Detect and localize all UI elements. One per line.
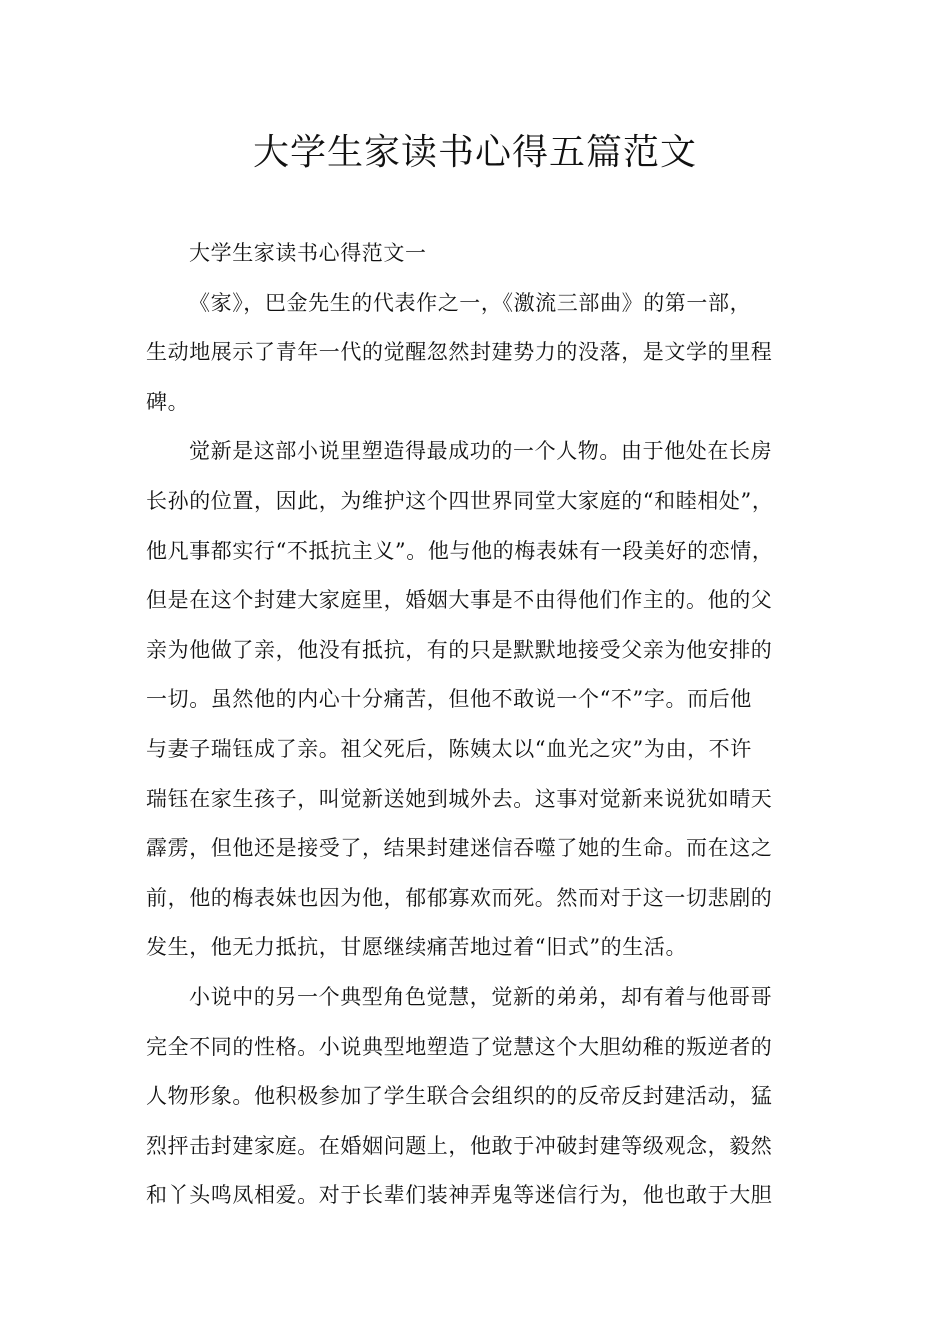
paragraph-line: 一切。虽然他的内心十分痛苦，但他不敢说一个“不”字。而后他 <box>146 687 752 712</box>
paragraph-line: 小说中的另一个典型角色觉慧，觉新的弟弟，却有着与他哥哥 <box>189 984 773 1009</box>
section-heading: 大学生家读书心得范文一 <box>189 241 427 265</box>
document-title: 大学生家读书心得五篇范文 <box>252 132 697 173</box>
paragraph-line: 但是在这个封建大家庭里，婚姻大事是不由得他们作主的。他的父 <box>146 588 773 613</box>
paragraph-line: 完全不同的性格。小说典型地塑造了觉慧这个大胆幼稚的叛逆者的 <box>146 1034 773 1059</box>
paragraph-line: 瑞钰在家生孩子，叫觉新送她到城外去。这事对觉新来说犹如晴天 <box>146 786 773 811</box>
paragraph-line: 觉新是这部小说里塑造得最成功的一个人物。由于他处在长房 <box>189 439 773 464</box>
paragraph-line: 与妻子瑞钰成了亲。祖父死后，陈姨太以“血光之灾”为由，不许 <box>146 736 752 761</box>
paragraph-line: 亲为他做了亲，他没有抵抗，有的只是默默地接受父亲为他安排的 <box>146 637 773 662</box>
paragraph-line: 生动地展示了青年一代的觉醒忽然封建势力的没落，是文学的里程 <box>146 340 773 365</box>
paragraph-line: 发生，他无力抵抗，甘愿继续痛苦地过着“旧式”的生活。 <box>146 935 688 960</box>
paragraph-line: 和丫头鸣凤相爱。对于长辈们装神弄鬼等迷信行为，他也敢于大胆 <box>146 1183 773 1208</box>
paragraph-line: 他凡事都实行“不抵抗主义”。他与他的梅表妹有一段美好的恋情， <box>146 538 774 563</box>
paragraph-line: 长孙的位置，因此，为维护这个四世界同堂大家庭的“和睦相处”， <box>146 488 774 513</box>
paragraph-line: 前，他的梅表妹也因为他，郁郁寡欢而死。然而对于这一切悲剧的 <box>146 885 773 910</box>
paragraph-line: 《家》，巴金先生的代表作之一，《激流三部曲》的第一部， <box>189 290 752 315</box>
paragraph-line: 人物形象。他积极参加了学生联合会组织的的反帝反封建活动，猛 <box>146 1084 773 1109</box>
paragraph-line: 烈抨击封建家庭。在婚姻问题上，他敢于冲破封建等级观念，毅然 <box>146 1133 773 1158</box>
paragraph-line: 碑。 <box>146 389 190 414</box>
paragraph-line: 霹雳，但他还是接受了，结果封建迷信吞噬了她的生命。而在这之 <box>146 836 773 861</box>
document-body <box>146 229 811 1221</box>
